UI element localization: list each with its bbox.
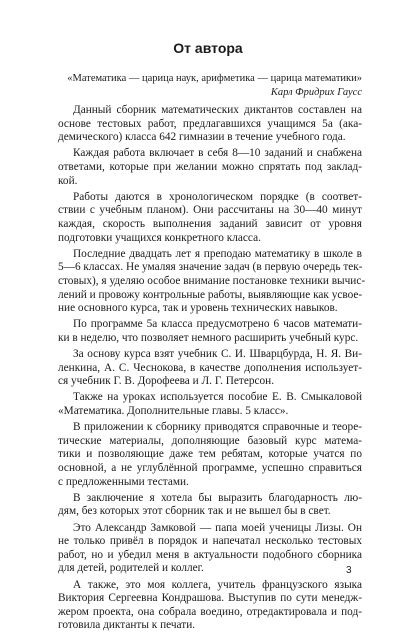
text-line: Каждая работа включает в себя 8—10 заданий и снабжена	[73, 147, 362, 160]
text-line: ки в неделю, что позволяет немного расширить учебный курс.	[58, 331, 359, 344]
text-line: дям, без которых этот сборник так и не вышел бы в свет.	[58, 505, 331, 518]
text-line: лений и провожу контрольные работы, выявляющие как усвое-	[58, 288, 363, 301]
text-line: По программе 5а класса предусмотрено 6 часов математи-	[73, 318, 362, 331]
text-line: ние основного курса, так и уровень технических навыков.	[58, 302, 338, 315]
text-line: тические материалы, дополняющие базовый курс матема-	[58, 434, 362, 447]
paragraph	[58, 391, 362, 418]
text-line: не только привёл в порядок и напечатал несколько тестовых	[58, 535, 362, 548]
paragraph	[58, 421, 362, 489]
body-text	[58, 104, 366, 636]
text-line: Это Александр Замковой — папа моей ученицы Лизы. Он	[73, 521, 362, 534]
text-line: Данный сборник математических диктантов составлен на	[73, 104, 362, 116]
paragraph	[58, 522, 362, 576]
text-line: тики и позволяющие даже тем ребятам, которые учатся по	[58, 448, 362, 461]
page-title: От автора	[173, 40, 243, 56]
text-line: В заключение я хотела бы выразить благодарность лю-	[73, 491, 362, 504]
text-line: За основу курса взят учебник С. И. Шварцбурда, Н. Я. Ви-	[73, 348, 362, 361]
paragraph	[58, 492, 362, 519]
text-line: готовила диктанты к печати.	[58, 619, 196, 632]
text-line: жером проекта, она собрала воедино, отредактировала и под-	[58, 605, 362, 618]
epigraph-quote: «Математика — царица наук, арифметика — царица математики»	[67, 73, 362, 84]
paragraph	[58, 191, 362, 245]
text-line: А также, это моя коллега, учитель французского языка	[73, 578, 362, 591]
text-line: Работы даются в хронологическом порядке (в соответ-	[73, 190, 362, 203]
text-line: ся учебник Г. В. Дорофеева и Л. Г. Петерсон.	[58, 375, 275, 388]
epigraph	[58, 72, 362, 100]
text-line: ленкина, А. С. Чеснокова, в качестве дополнения использует-	[58, 361, 362, 374]
text-line: подготовки учащихся конкретного класса.	[58, 231, 261, 244]
text-line: ствии с учебным планом). Они рассчитаны на 30—40 минут	[58, 204, 362, 217]
text-line: основе тестовых работ, предлагавшихся учащимся 5а (ака-	[58, 117, 362, 130]
paragraph	[58, 348, 362, 389]
text-line: «Математика. Дополнительные главы. 5 класс».	[58, 405, 289, 418]
text-line: стовых), я уделяю особое внимание постановке техники вычис-	[58, 274, 366, 287]
text-line: ответами, которые при желании можно спрятать под заклад-	[58, 160, 362, 173]
paragraph	[58, 247, 366, 316]
text-line: работ, но и убедил меня в актуальности подобного сборника	[58, 548, 362, 561]
text-line: кой.	[58, 174, 78, 187]
paragraph	[58, 318, 362, 345]
text-line: Последние двадцать лет я преподаю математику в школе в	[73, 247, 362, 260]
text-line: Также на уроках используется пособие Е. В. Смыкаловой	[73, 391, 362, 404]
text-line: Виктория Сергеевна Кондрашова. Выступив по сути менедж-	[58, 592, 362, 605]
text-line: В приложении к сборнику приводятся справочные и теоре-	[73, 421, 362, 434]
paragraph	[58, 579, 362, 633]
page-number: 3	[346, 565, 352, 576]
text-line: основной, а не углублённой программе, успешно справиться	[58, 462, 362, 474]
epigraph-author: Карл Фридрих Гаусс	[270, 87, 362, 98]
text-line: 5—6 классах. Не умаляя значение задач (в первую очередь тек-	[58, 261, 363, 274]
text-line: для детей, родителей и коллег.	[58, 562, 204, 575]
text-line: каждая, скорость выполнения заданий зависит от уровня	[58, 217, 362, 230]
text-line: с предложенными тестами.	[58, 475, 189, 488]
paragraph	[58, 147, 362, 188]
text-line: демического) класса 642 гимназии в течение учебного года.	[58, 131, 346, 144]
paragraph	[58, 104, 362, 145]
